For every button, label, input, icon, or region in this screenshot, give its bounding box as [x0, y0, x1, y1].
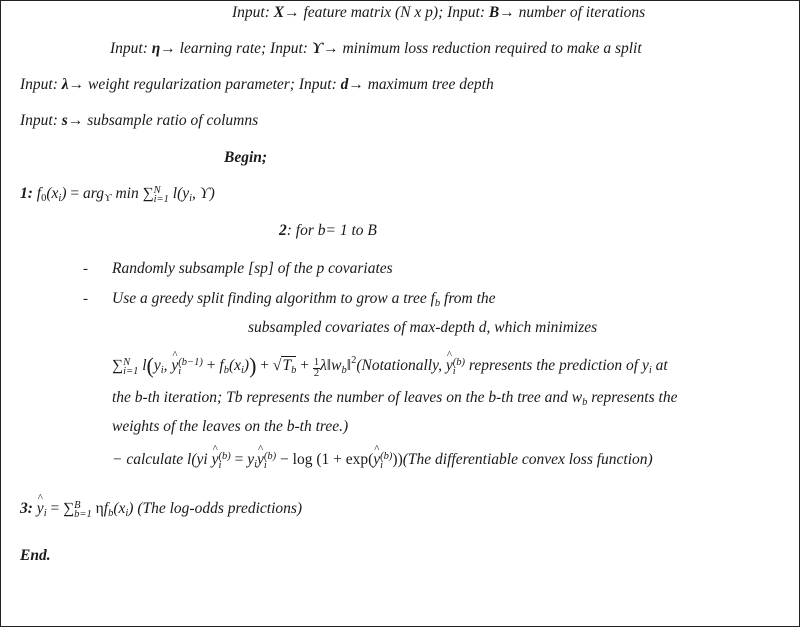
- step-3: 3: ^ $y_i$ = ∑ B b=1 $\eta f_b(x_i)$ (The log-odds predictions): [20, 500, 302, 519]
- input-line-regularization: Input: λ→ weight regularization parameter; Input: d→ maximum tree depth: [20, 76, 494, 93]
- objective-formula: ∑ N i=1 $l(y_i$, ^ y (b−1) i + $f_b(x_i)) + √T_b$ + $\frac{1}{2}$ $\lambda‖w_b‖^2(Notationally$, ^ y (b) i represents the prediction of $y_i$ at: [112, 353, 668, 379]
- step-2-label: 2: [279, 222, 287, 239]
- step-2: [279, 222, 377, 240]
- loss-function-line: − calculate l(yi ^ y (b) i = $y_i\^{}$ y (b) i − log (1 + exp(^ y (b) i ))(The differentiable convex loss function): [112, 451, 653, 470]
- end-label: End.: [20, 547, 51, 564]
- objective-note-line-2: the b-th iteration; Tb represents the number of leaves on the b-th tree and $w_b$ represents the: [112, 389, 678, 408]
- input-line-subsample: Input: s→ subsample ratio of columns: [20, 112, 259, 129]
- bullet-greedy-split: Use a greedy split finding algorithm to grow a tree $f_b$ from the: [112, 290, 496, 309]
- input-line-features: Input: X→ feature matrix (N x p); Input: B→ number of iterations: [232, 4, 646, 21]
- bullet-dash-1: -: [83, 261, 88, 277]
- bullet-subsample: Randomly subsample [sp] of the p covariates: [112, 260, 393, 277]
- step-2-text: : for b= 1 to B: [286, 222, 377, 239]
- begin-label: Begin;: [224, 149, 268, 166]
- step-3-formula: ^ $y_i$ = ∑ B b=1 $\eta f_b(x_i)$: [37, 500, 138, 517]
- step-1-formula: $f_0(x_i) = arg_ϒ$ min ∑ N i=1 $l(y_i$, ϒ): [36, 185, 215, 205]
- objective-note-line-3: weights of the leaves on the b-th tree.): [112, 418, 349, 435]
- step-1-label: 1:: [20, 185, 33, 202]
- bullet-greedy-split-cont: subsampled covariates of max-depth d, which minimizes: [248, 319, 598, 336]
- input-line-learning-rate: Input: η→ learning rate; Input: ϒ→ minimum loss reduction required to make a split: [110, 40, 642, 57]
- bullet-dash-2: -: [83, 291, 88, 307]
- step-1: [20, 185, 215, 204]
- step-3-label: 3:: [20, 500, 33, 517]
